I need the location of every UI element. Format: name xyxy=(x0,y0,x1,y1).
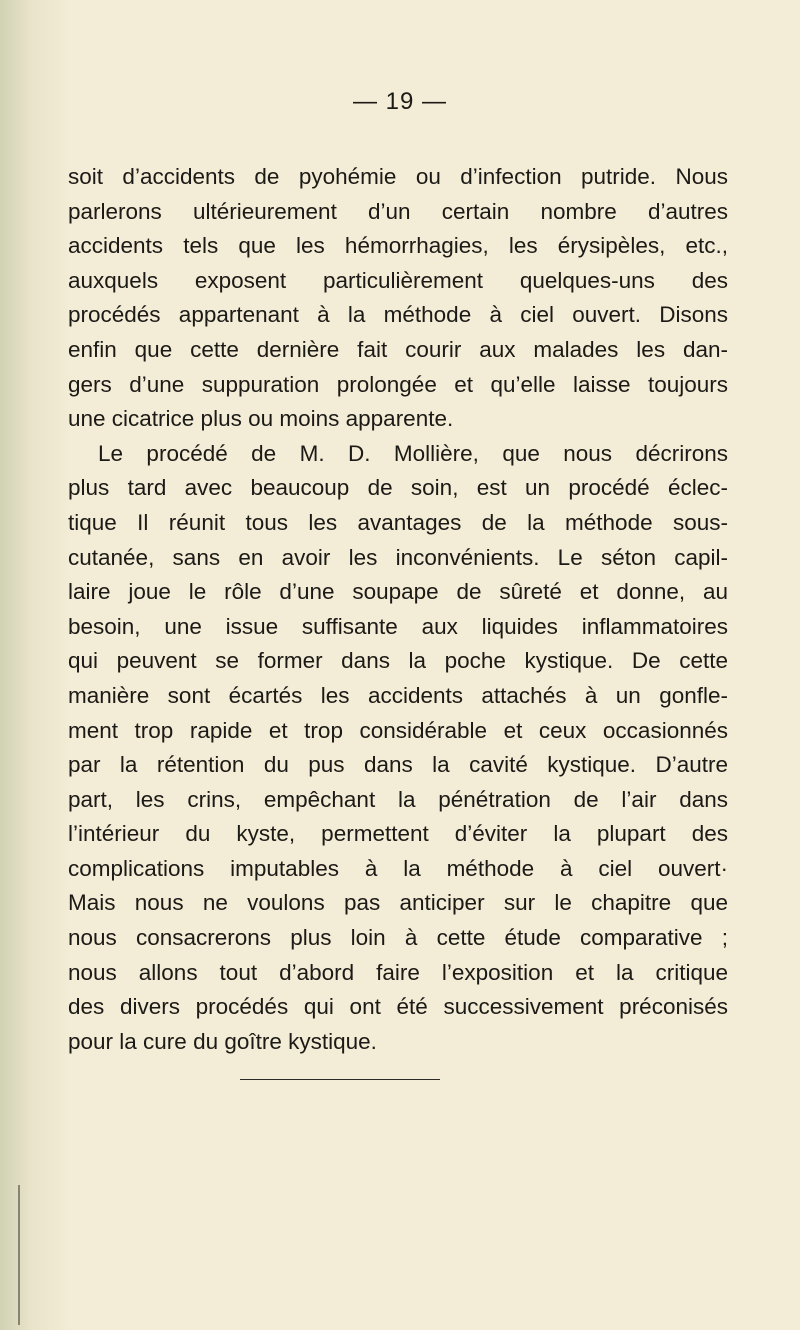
text-line: Le procédé de M. D. Mollière, que nous décrirons xyxy=(98,440,728,466)
text-line: soit d’accidents de pyohémie ou d’infection putride. Nous xyxy=(68,164,728,189)
text-line: procédés appartenant à la méthode à ciel ouvert. Disons xyxy=(68,302,728,328)
text-line: pour la cure du goître kystique. xyxy=(68,1028,377,1054)
text-line: l’intérieur du kyste, permettent d’éviter la plupart des xyxy=(68,821,728,847)
text-line: tique Il réunit tous les avantages de la méthode sous- xyxy=(68,509,728,535)
paragraph-1 xyxy=(68,160,728,437)
text-line: plus tard avec beaucoup de soin, est un procédé éclec- xyxy=(68,475,728,501)
text-line: ment trop rapide et trop considérable et ceux occasionnés xyxy=(68,717,728,743)
text-line: nous consacrerons plus loin à cette étude comparative ; xyxy=(68,925,728,951)
text-line: gers d’une suppuration prolongée et qu’elle laisse toujours xyxy=(68,371,728,397)
text-line: manière sont écartés les accidents attachés à un gonfle- xyxy=(68,682,728,708)
text-line: besoin, une issue suffisante aux liquides inflammatoires xyxy=(68,613,728,639)
text-line: laire joue le rôle d’une soupape de sûreté et donne, au xyxy=(68,579,728,605)
text-line: par la rétention du pus dans la cavité kystique. D’autre xyxy=(68,752,728,778)
paragraph-2 xyxy=(68,437,728,1060)
text-line: Mais nous ne voulons pas anticiper sur le chapitre que xyxy=(68,890,728,916)
text-line: complications imputables à la méthode à ciel ouvert· xyxy=(68,855,728,881)
body-text xyxy=(68,160,728,1059)
text-line: une cicatrice plus ou moins apparente. xyxy=(68,406,454,432)
text-line: des divers procédés qui ont été successivement préconisés xyxy=(68,994,728,1020)
text-line: qui peuvent se former dans la poche kystique. De cette xyxy=(68,648,728,674)
text-line: part, les crins, empêchant la pénétration de l’air dans xyxy=(68,786,728,812)
text-line: cutanée, sans en avoir les inconvénients. Le séton capil- xyxy=(68,544,728,570)
spine-shadow xyxy=(18,1185,20,1325)
page-number: — 19 — xyxy=(352,88,448,115)
text-line: enfin que cette dernière fait courir aux malades les dan- xyxy=(68,336,728,362)
text-line: nous allons tout d’abord faire l’exposition et la critique xyxy=(68,959,728,985)
text-line: parlerons ultérieurement d’un certain nombre d’autres xyxy=(68,198,728,224)
text-line: accidents tels que les hémorrhagies, les érysipèles, etc., xyxy=(68,233,728,259)
section-divider xyxy=(240,1079,440,1080)
text-line: auxquels exposent particulièrement quelques-uns des xyxy=(68,267,728,293)
